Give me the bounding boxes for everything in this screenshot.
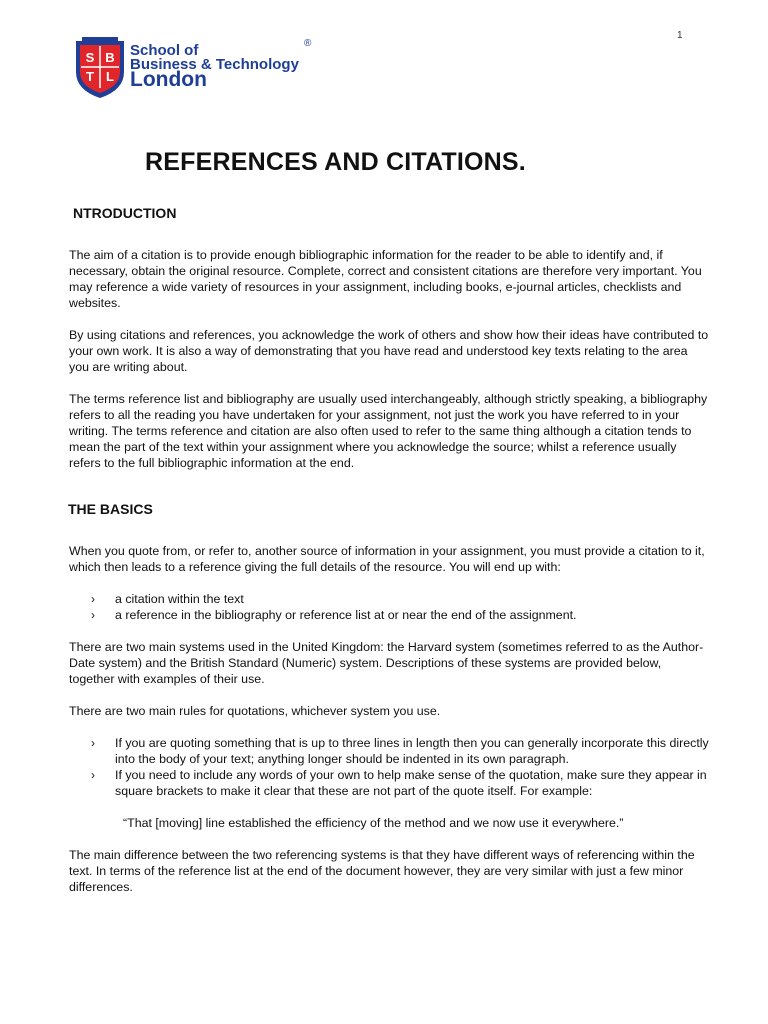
basics-paragraph-1: When you quote from, or refer to, another source of information in your assignment, you must provide a citation to it, which then leads to a reference giving the full details of the resource. You will end up with: xyxy=(69,544,705,574)
intro-paragraph-1: The aim of a citation is to provide enough bibliographic information for the reader to be able to identify and, if necessary, obtain the original resource. Complete, correct and consistent citations are therefore very important. You may reference a wide variety of resources in your assignment, including books, e-journal articles, checklists and websites. xyxy=(69,248,702,310)
list-item: › If you are quoting something that is up to three lines in length then you can generally incorporate this directly into the body of your text; anything longer should be indented in its own paragraph. xyxy=(69,735,709,767)
crest-letter-l: L xyxy=(106,69,114,84)
basics-paragraph-2: There are two main systems used in the United Kingdom: the Harvard system (sometimes referred to as the Author-Date system) and the British Standard (Numeric) system. Descriptions of these systems are provided below, together with examples of their use. xyxy=(69,640,704,686)
school-logo xyxy=(74,36,324,102)
basics-paragraph-3: There are two main rules for quotations, whichever system you use. xyxy=(69,704,441,718)
basics-bullet-list-2 xyxy=(69,735,709,799)
basics-paragraph-4: The main difference between the two referencing systems is that they have different ways of referencing within the text. In terms of the reference list at the end of the document however, they are very similar with just a few minor differences. xyxy=(69,848,695,894)
list-item: › If you need to include any words of your own to help make sense of the quotation, make sure they appear in square brackets to make it clear that these are not part of the quote itself. For example: xyxy=(69,767,709,799)
registered-mark: ® xyxy=(304,38,312,49)
document-title: REFERENCES AND CITATIONS. xyxy=(145,148,526,176)
crest-letter-t: T xyxy=(86,69,94,84)
basics-body xyxy=(69,543,709,895)
crest-letter-b: B xyxy=(105,50,115,65)
basics-bullet-list-1 xyxy=(69,591,709,623)
logo-text-line3: London xyxy=(130,68,207,91)
page-number: 1 xyxy=(677,30,683,41)
example-quote: “That [moving] line established the efficiency of the method and we now use it everywhere.” xyxy=(123,816,624,830)
introduction-body xyxy=(69,247,709,471)
list-item: › a citation within the text xyxy=(69,591,709,607)
intro-paragraph-2: By using citations and references, you acknowledge the work of others and show how their ideas have contributed to your own work. It is also a way of demonstrating that you have read and understood key texts relating to the area you are writing about. xyxy=(69,328,709,374)
list-item: › a reference in the bibliography or reference list at or near the end of the assignment. xyxy=(69,607,709,623)
logo-text-line2: Business & Technology xyxy=(130,56,299,73)
basics-heading: THE BASICS xyxy=(68,501,153,517)
intro-paragraph-3: The terms reference list and bibliography are usually used interchangeably, although strictly speaking, a bibliography refers to all the reading you have undertaken for your assignment, not just the work you have referred to in your writing. The terms reference and citation are also often used to refer to the same thing although a citation tends to mean the part of the text within your assignment where you acknowledge the source; whilst a reference usually refers to the full bibliographic information at the end. xyxy=(69,392,708,470)
school-crest-icon xyxy=(74,36,126,100)
crest-letter-s: S xyxy=(85,50,95,65)
introduction-heading: NTRODUCTION xyxy=(73,205,177,221)
logo-text-line1: School of xyxy=(130,42,199,59)
